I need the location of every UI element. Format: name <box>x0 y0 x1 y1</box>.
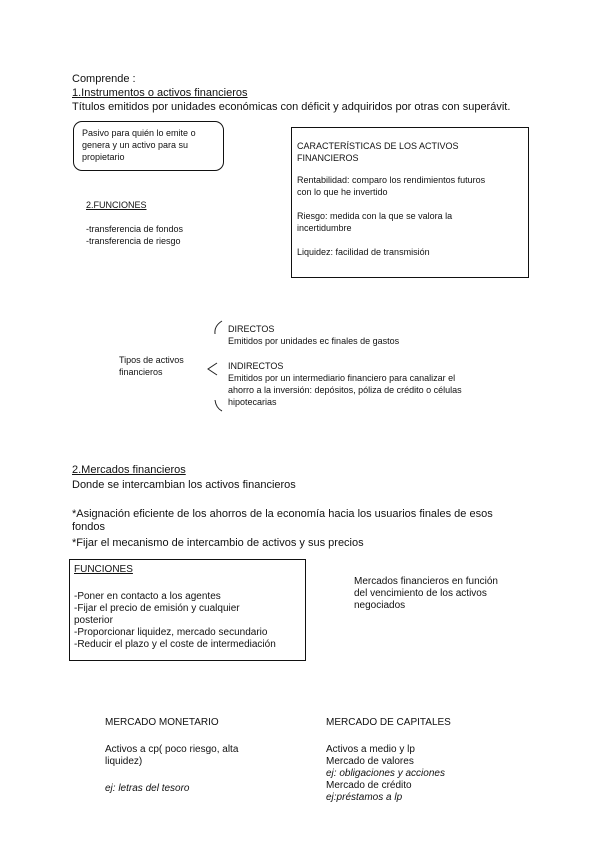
pasivo-box <box>73 121 224 171</box>
funciones-item: -transferencia de riesgo <box>86 236 181 246</box>
funciones-box-item: -Reducir el plazo y el coste de intermediación <box>74 639 276 650</box>
riesgo-text: Riesgo: medida con la que se valora la <box>297 211 453 221</box>
caracteristicas-box <box>291 127 529 278</box>
capitales-line: Mercado de crédito <box>326 780 412 791</box>
funciones-title: 2.FUNCIONES <box>86 200 147 210</box>
mercados-note-line: del vencimiento de los activos <box>354 588 487 599</box>
indirectos-desc: Emitidos por un intermediario financiero para canalizar el <box>228 373 456 383</box>
indirectos-desc: hipotecarias <box>228 397 277 407</box>
liquidez-text: Liquidez: facilidad de transmisión <box>297 247 430 257</box>
funciones-box-item: posterior <box>74 615 113 626</box>
rentabilidad-text: con lo que he invertido <box>297 187 388 197</box>
section-1-title: 1.Instrumentos o activos financieros <box>72 87 248 99</box>
capitales-line: ej: obligaciones y acciones <box>326 768 445 779</box>
tipos-label <box>119 354 184 378</box>
mercado-capitales-list <box>326 744 445 804</box>
brace-icon <box>200 316 230 416</box>
comprende-heading: Comprende : <box>72 73 136 85</box>
tipos-label-line: Tipos de activos <box>119 355 184 365</box>
capitales-line: ej:préstamos a lp <box>326 792 403 803</box>
mercado-monetario-title: MERCADO MONETARIO <box>105 717 219 728</box>
bullet-line: fondos <box>72 521 106 533</box>
indirectos-block <box>228 360 462 408</box>
funciones-box-item: -Fijar el precio de emisión y cualquier <box>74 603 240 614</box>
indirectos-desc: ahorro a la inversión: depósitos, póliza de crédito o células <box>228 385 462 395</box>
riesgo-text: incertidumbre <box>297 223 352 233</box>
bullet-line: *Asignación eficiente de los ahorros de la economía hacia los usuarios finales de esos <box>72 508 493 520</box>
funciones-box-item: -Proporcionar liquidez, mercado secundario <box>74 627 268 638</box>
section-2-definition: Donde se intercambian los activos financieros <box>72 479 296 491</box>
pasivo-line: Pasivo para quién lo emite o <box>82 128 196 138</box>
indirectos-title: INDIRECTOS <box>228 361 284 371</box>
funciones-box-title: FUNCIONES <box>74 564 133 575</box>
funciones-box-item: -Poner en contacto a los agentes <box>74 591 221 602</box>
monetario-desc-line: liquidez) <box>105 756 143 767</box>
mercados-note-line: negociados <box>354 600 406 611</box>
mercados-note-line: Mercados financieros en función <box>354 576 498 587</box>
funciones-item: -transferencia de fondos <box>86 224 184 234</box>
tipos-label-line: financieros <box>119 367 163 377</box>
directos-desc: Emitidos por unidades ec finales de gastos <box>228 336 400 346</box>
pasivo-line: propietario <box>82 152 125 162</box>
caracteristicas-title: FINANCIEROS <box>297 153 359 163</box>
pasivo-line: genera y un activo para su <box>82 140 189 150</box>
capitales-line: Mercado de valores <box>326 756 414 767</box>
section-2-bullet-2: *Fijar el mecanismo de intercambio de activos y sus precios <box>72 537 364 549</box>
directos-block <box>228 323 399 347</box>
funciones-list <box>86 223 183 247</box>
directos-title: DIRECTOS <box>228 324 275 334</box>
section-2-bullet <box>72 508 493 534</box>
capitales-line: Activos a medio y lp <box>326 744 415 755</box>
rentabilidad-text: Rentabilidad: comparo los rendimientos futuros <box>297 175 486 185</box>
monetario-desc-line: Activos a cp( poco riesgo, alta <box>105 744 239 755</box>
section-2-title: 2.Mercados financieros <box>72 464 186 476</box>
mercados-note <box>354 576 498 612</box>
mercado-monetario-desc <box>105 744 238 768</box>
section-1-definition: Títulos emitidos por unidades económicas con déficit y adquiridos por otras con superávit. <box>72 101 511 113</box>
mercado-monetario-ejemplo: ej: letras del tesoro <box>105 783 190 794</box>
caracteristicas-title: CARACTERÍSTICAS DE LOS ACTIVOS <box>297 141 459 151</box>
funciones-box <box>69 559 306 661</box>
mercado-capitales-title: MERCADO DE CAPITALES <box>326 717 451 728</box>
